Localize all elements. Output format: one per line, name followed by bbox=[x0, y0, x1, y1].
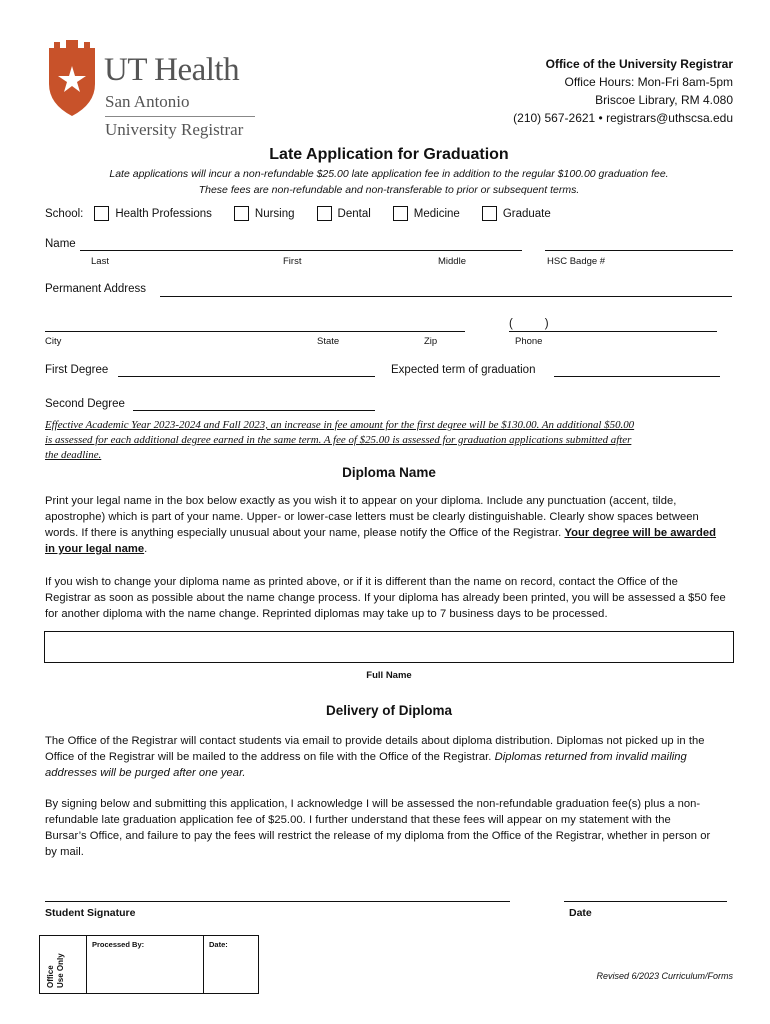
delivery-paragraph-1 bbox=[45, 733, 735, 781]
text-span: words. If there is anything especially unusual about your name, please notify the Office of the Registrar. bbox=[45, 527, 562, 539]
second-degree-label: Second Degree bbox=[45, 398, 125, 410]
text-line bbox=[45, 541, 735, 557]
option-label: Nursing bbox=[254, 207, 295, 220]
logo-divider bbox=[105, 116, 255, 117]
checkbox[interactable] bbox=[317, 206, 332, 221]
office-use-divider bbox=[203, 936, 204, 993]
student-signature-label: Student Signature bbox=[45, 907, 136, 919]
purge-notice-cont: addresses will be purged after one year. bbox=[45, 767, 246, 779]
text-line: for another diploma with the name change. Reprinted diplomas may take up to 7 business days to be processed. bbox=[45, 608, 608, 620]
checkbox[interactable] bbox=[94, 206, 109, 221]
fee-increase-line2: is assessed for each additional degree earned in the same term. A fee of $25.00 is assessed for graduation applications submitted after bbox=[45, 434, 632, 446]
text-line: refundable late graduation application fee of $25.00. I further understand that these fees will appear on my statement with the bbox=[45, 814, 671, 826]
office-use-vertical-label bbox=[46, 933, 66, 988]
badge-label: HSC Badge # bbox=[547, 256, 606, 267]
school-row bbox=[45, 206, 573, 221]
name-input-line[interactable] bbox=[80, 250, 522, 251]
fee-increase-line1: Effective Academic Year 2023-2024 and Fall 2023, an increase in fee amount for the first degree will be $130.00. An additional $50.00 bbox=[45, 419, 635, 431]
signature-line[interactable] bbox=[45, 901, 510, 902]
vertical-text: Office bbox=[46, 965, 55, 988]
checkbox[interactable] bbox=[482, 206, 497, 221]
office-name: Office of the University Registrar bbox=[545, 57, 733, 71]
fee-note bbox=[0, 166, 770, 198]
diploma-paragraph-1 bbox=[45, 493, 735, 557]
city-label: City bbox=[45, 336, 62, 347]
phone-label: Phone bbox=[515, 336, 543, 347]
checkbox[interactable] bbox=[234, 206, 249, 221]
option-label: Medicine bbox=[413, 207, 460, 220]
full-name-box[interactable] bbox=[44, 631, 734, 663]
full-name-label: Full Name bbox=[366, 670, 412, 681]
processed-by-label: Processed By: bbox=[92, 940, 145, 949]
text-line bbox=[45, 525, 735, 541]
date-label: Date bbox=[569, 907, 592, 919]
text-line: apostrophe) which is part of your name. Upper- or lower-case letters must be clearly distinguishable. Clearly show spaces between bbox=[45, 511, 699, 523]
logo-subtitle: San Antonio bbox=[105, 92, 190, 111]
text-line: by mail. bbox=[45, 846, 84, 858]
longhorn-seal-icon bbox=[44, 40, 100, 116]
expected-term-label: Expected term of graduation bbox=[391, 364, 536, 376]
first-degree-input-line[interactable] bbox=[118, 376, 375, 377]
text-span: . bbox=[144, 543, 148, 555]
phone-input-line[interactable] bbox=[509, 331, 717, 332]
school-option-nursing[interactable] bbox=[234, 206, 295, 221]
name-first-label: First bbox=[283, 256, 302, 267]
diploma-paragraph-2 bbox=[45, 574, 735, 622]
form-title: Late Application for Graduation bbox=[269, 146, 509, 163]
phone-area-code: ( ) bbox=[509, 318, 549, 330]
text-span: Office of the Registrar will be mailed to the address on file with the Office of the Registrar. bbox=[45, 751, 492, 763]
option-label: Health Professions bbox=[115, 207, 212, 220]
school-option-medicine[interactable] bbox=[393, 206, 460, 221]
name-last-label: Last bbox=[91, 256, 109, 267]
first-degree-label: First Degree bbox=[45, 364, 109, 376]
diploma-heading: Diploma Name bbox=[342, 465, 436, 480]
legal-name-notice-cont: in your legal name bbox=[45, 543, 145, 555]
zip-label: Zip bbox=[424, 336, 438, 347]
text-line: By signing below and submitting this application, I acknowledge I will be assessed the non-refundable graduation fee(s) plus a non- bbox=[45, 798, 701, 810]
school-option-graduate[interactable] bbox=[482, 206, 551, 221]
text-line: Registrar as soon as possible about the name change process. If your diploma has already been printed, you will be assessed a $50 fee bbox=[45, 592, 726, 604]
state-label: State bbox=[317, 336, 340, 347]
address-input-line[interactable] bbox=[160, 296, 732, 297]
delivery-paragraph-2 bbox=[45, 796, 735, 860]
fee-increase-line3: the deadline. bbox=[45, 449, 102, 461]
office-hours: Office Hours: Mon-Fri 8am-5pm bbox=[564, 75, 733, 89]
text-line: Bursar’s Office, and failure to pay the fees will restrict the release of my diploma from the Office of the Registrar, whether in person or bbox=[45, 830, 711, 842]
text-line bbox=[45, 749, 735, 765]
city-input-line[interactable] bbox=[45, 331, 465, 332]
vertical-text: Use Only bbox=[56, 953, 65, 988]
text-line: If you wish to change your diploma name as printed above, or if it is different than the name on record, contact the Office of the bbox=[45, 576, 678, 588]
text-line: Print your legal name in the box below exactly as you wish it to appear on your diploma. Include any punctuation (accent, tilde, bbox=[45, 495, 677, 507]
option-label: Graduate bbox=[502, 207, 551, 220]
legal-name-notice: Your degree will be awarded bbox=[564, 527, 717, 539]
office-use-box bbox=[39, 935, 259, 994]
checkbox[interactable] bbox=[393, 206, 408, 221]
fee-increase-note bbox=[45, 418, 745, 463]
ut-health-logo bbox=[44, 40, 264, 145]
second-degree-input-line[interactable] bbox=[133, 410, 375, 411]
revised-note: Revised 6/2023 Curriculum/Forms bbox=[596, 971, 733, 981]
address-label: Permanent Address bbox=[45, 283, 147, 295]
option-label: Dental bbox=[337, 207, 371, 220]
office-date-label: Date: bbox=[209, 940, 228, 949]
school-label: School: bbox=[45, 207, 84, 220]
school-option-health-professions[interactable] bbox=[94, 206, 212, 221]
expected-term-input-line[interactable] bbox=[554, 376, 720, 377]
name-middle-label: Middle bbox=[438, 256, 466, 267]
office-contact: (210) 567-2621 • registrars@uthscsa.edu bbox=[513, 111, 733, 125]
fee-note-line1: Late applications will incur a non-refundable $25.00 late application fee in addition to the regular $100.00 graduation fee. bbox=[109, 168, 669, 180]
school-option-dental[interactable] bbox=[317, 206, 371, 221]
logo-title: UT Health bbox=[104, 52, 240, 88]
purge-notice: Diplomas returned from invalid mailing bbox=[494, 751, 687, 763]
logo-registrar: University Registrar bbox=[105, 120, 244, 139]
name-label: Name bbox=[45, 238, 76, 250]
fee-note-line2: These fees are non-refundable and non-transferable to prior or subsequent terms. bbox=[198, 184, 580, 196]
text-line: The Office of the Registrar will contact students via email to provide details about diploma distribution. Diplomas not picked up in the bbox=[45, 735, 705, 747]
date-line[interactable] bbox=[564, 901, 727, 902]
badge-input-line[interactable] bbox=[545, 250, 733, 251]
office-info bbox=[513, 55, 733, 127]
office-location: Briscoe Library, RM 4.080 bbox=[595, 93, 733, 107]
delivery-heading: Delivery of Diploma bbox=[325, 703, 453, 718]
